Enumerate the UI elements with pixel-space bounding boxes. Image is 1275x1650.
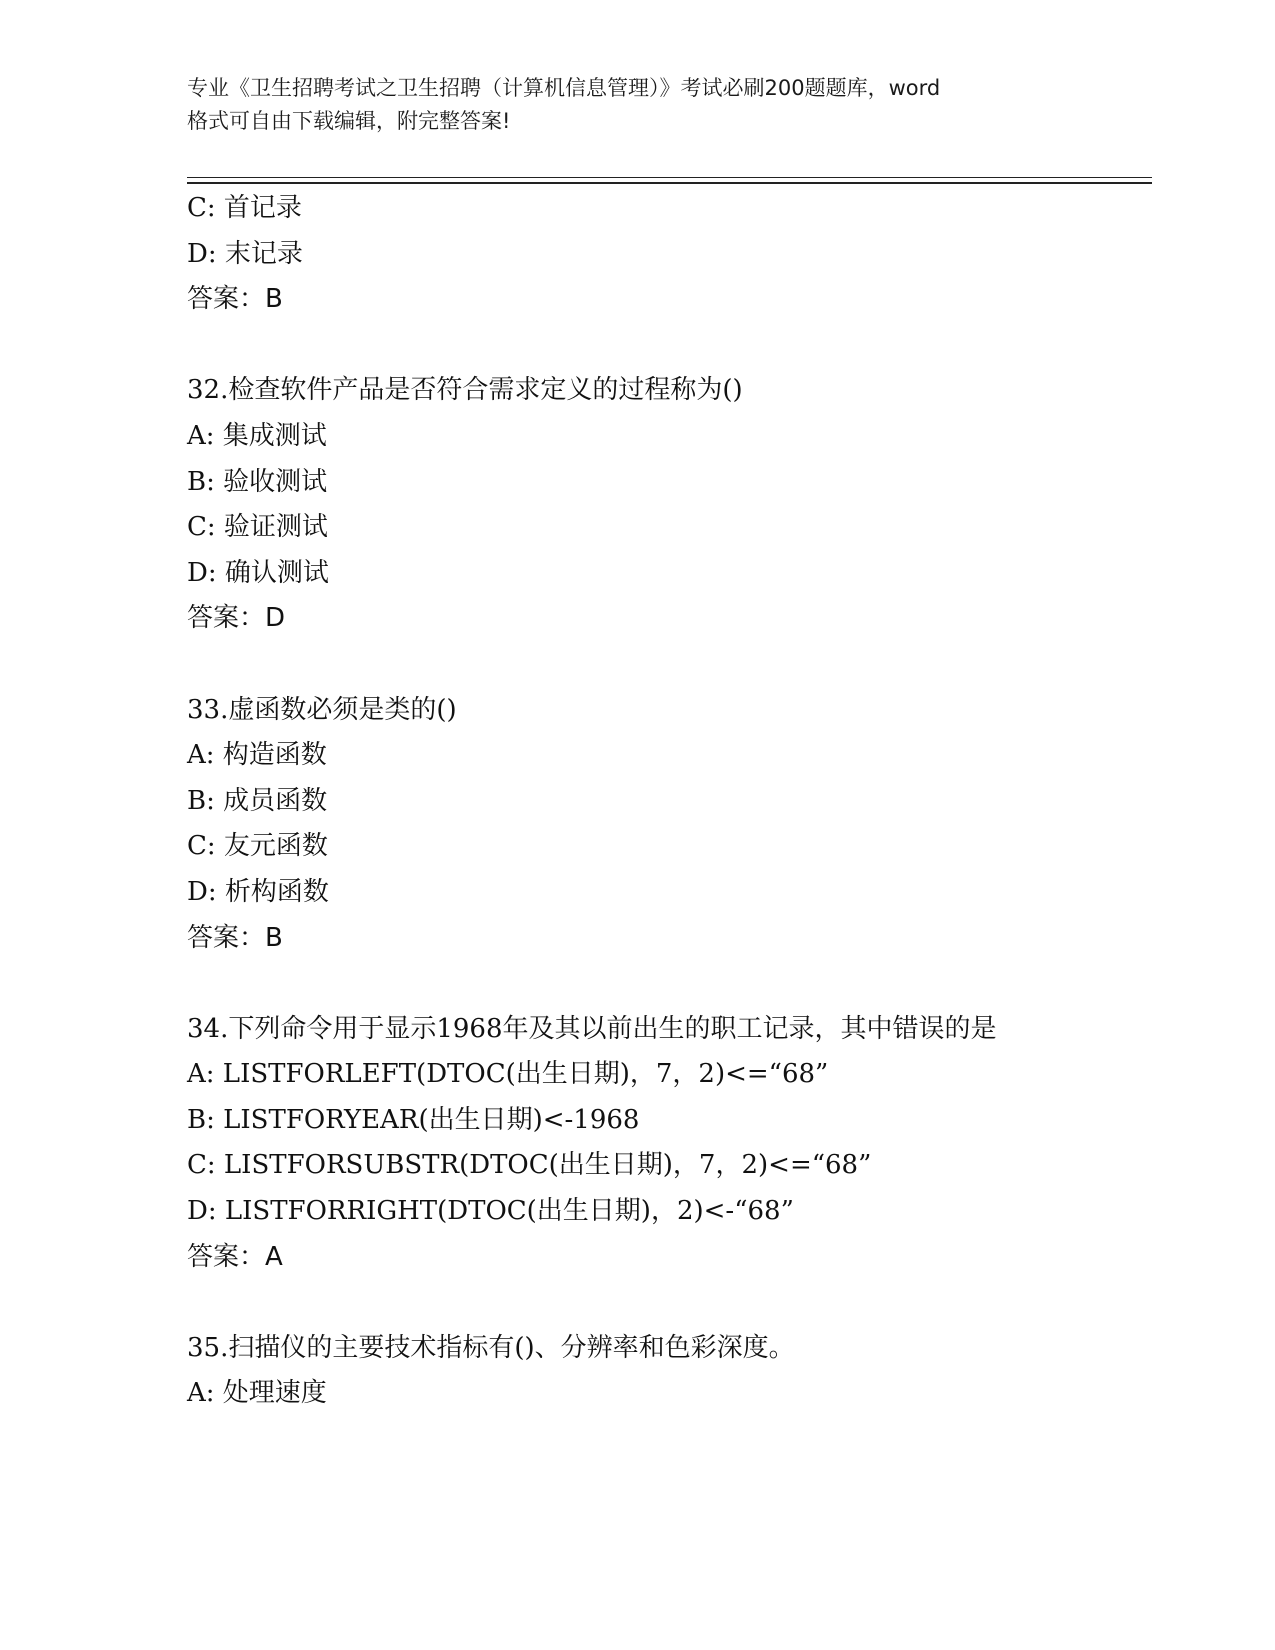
question-stem: 35.扫描仪的主要技术指标有()、分辨率和色彩深度。 xyxy=(187,1332,795,1363)
option-a: A: 构造函数 xyxy=(187,740,327,771)
option-c: C: 验证测试 xyxy=(187,512,328,543)
question-spacer xyxy=(187,1280,1147,1326)
option-d: D: 确认测试 xyxy=(187,557,329,588)
document-header xyxy=(187,72,1087,138)
answer-line: 答案：B xyxy=(187,284,283,315)
option-a: A: LISTFORLEFT(DTOC(出生日期)，7，2)<=“68” xyxy=(187,1059,829,1090)
question-spacer xyxy=(187,323,1147,369)
option-d: D: 析构函数 xyxy=(187,876,329,907)
question-spacer xyxy=(187,642,1147,688)
question-33 xyxy=(187,688,1147,962)
question-35 xyxy=(187,1326,1147,1417)
header-divider-thick xyxy=(187,182,1152,184)
question-list xyxy=(187,186,1147,1417)
option-b: B: 验收测试 xyxy=(187,466,328,497)
question-stem: 33.虚函数必须是类的() xyxy=(187,694,457,725)
option-c: C: 首记录 xyxy=(187,193,302,223)
option-d: D: LISTFORRIGHT(DTOC(出生日期)，2)<-“68” xyxy=(187,1196,794,1227)
question-31-tail xyxy=(187,186,1147,323)
option-a: A: 处理速度 xyxy=(187,1378,327,1409)
header-divider-thin xyxy=(187,177,1152,178)
question-stem: 34.下列命令用于显示1968年及其以前出生的职工记录，其中错误的是 xyxy=(187,1013,997,1044)
question-stem: 32.检查软件产品是否符合需求定义的过程称为() xyxy=(187,375,743,406)
option-b: B: LISTFORYEAR(出生日期)<-1968 xyxy=(187,1104,640,1135)
header-title-line-2: 格式可自由下载编辑，附完整答案! xyxy=(187,109,511,133)
option-c: C: 友元函数 xyxy=(187,831,328,862)
header-title-line-1: 专业《卫生招聘考试之卫生招聘（计算机信息管理）》考试必刷200题题库，word xyxy=(187,76,941,100)
question-spacer xyxy=(187,961,1147,1007)
option-a: A: 集成测试 xyxy=(187,420,327,451)
question-32 xyxy=(187,368,1147,642)
option-c: C: LISTFORSUBSTR(DTOC(出生日期)，7，2)<=“68” xyxy=(187,1150,872,1181)
option-d: D: 末记录 xyxy=(187,238,303,269)
answer-line: 答案：D xyxy=(187,603,286,634)
option-b: B: 成员函数 xyxy=(187,785,328,816)
question-34 xyxy=(187,1007,1147,1281)
answer-line: 答案：A xyxy=(187,1241,283,1272)
answer-line: 答案：B xyxy=(187,922,283,953)
